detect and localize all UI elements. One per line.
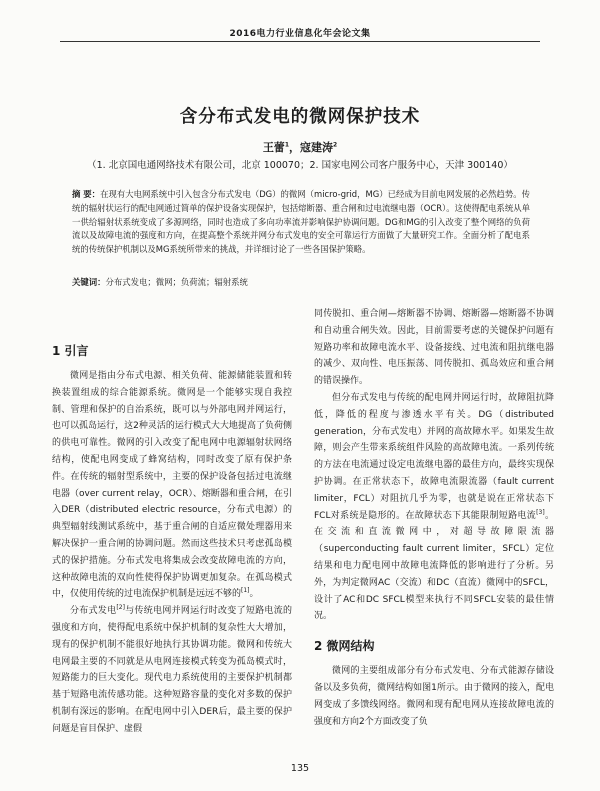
keywords [72, 276, 530, 288]
citation: [1] [241, 587, 250, 595]
author-line [0, 139, 600, 155]
abstract-text: 在现有大电网系统中引入包含分布式发电（DG）的微网（micro-grid，MG）已经成为目前电网发展的必然趋势。传统的辐射状运行的配电网通过简单的保护设备实现保护，包括熔断器、重合闸和过电流继电器（OCR）。这使得配电系统从单一供给辐射状系统变成了多源网络，同时也造成了多向功率流并影响保护协调问题。DG和MG的引入改变了整个网络的负荷流以及故障电流的强度和方向，在提高整个系统并网分布式发电的安全可靠运行方面做了大量研究工作。全面分析了配电系统的传统保护机制以及MG系统所带来的挑战，并详细讨论了一些各国保护策略。 [72, 189, 530, 255]
right-column [314, 306, 554, 730]
paragraph-text: 。在交流和直流微网中，对超导故障限流器（superconducting fault current limiter，SFCL）定位结果和电力配电网中故障电流降低的影响进行了分析。另外，为判定微网AC（交流）和DC（直流）微网中的SFCL，设计了AC和DC SFCL模型来执行不同SFCL安装的最佳情况。 [314, 510, 554, 622]
abstract-label: 摘 要： [72, 189, 101, 199]
abstract [72, 188, 530, 257]
body-paragraph: 微网的主要组成部分有分布式发电、分布式能源存储设备以及多负荷，微网结构如图1所示。由于微网的接入，配电网变成了多馈线网络。微网和现有配电网从连接故障电流的强度和方向2个方面改变了负 [314, 666, 554, 727]
running-header: 2016电力行业信息化年会论文集 [229, 29, 371, 39]
body-paragraph [52, 368, 292, 603]
paragraph-text: 分布式发电 [70, 606, 117, 617]
citation: [3] [536, 508, 545, 516]
author-name: 寇建涛 [300, 141, 333, 154]
author-name: 王蕾 [262, 141, 285, 154]
left-column [52, 340, 292, 738]
paragraph-text: 但分布式发电与传统的配电网并网运行时，故障阻抗降低，降低的程度与渗透水平有关。DG（distributed generation，分布式发电）并网的高故障水平。如果发生故障，则会产生带来系统组件风险的高故障电流。一系列传统的方法在电流通过设定电流继电器的最佳方向，最终实现保护协调。在正常状态下，故障电流限流器（fault current limiter，FCL）对阻抗几乎为零，也就是说在正常状态下FCL对系统是隐形的。在故障状态下其能限制短路电流 [314, 392, 554, 521]
section-heading: 1 引言 [52, 344, 89, 358]
citation: [2] [116, 604, 125, 612]
page-number: 135 [290, 763, 310, 774]
body-paragraph [314, 390, 554, 625]
keywords-label: 关键词： [72, 277, 106, 287]
paragraph-text: 微网是指由分布式电源、相关负荷、能源储能装置和转换装置组成的综合能源系统。微网是一个能够实现自我控制、管理和保护的自治系统，既可以与外部电网并网运行，也可以孤岛运行，这2种灵活的运行模式大大地提高了负荷侧的供电可靠性。微网的引入改变了配电网中电源辐射状网络结构，使配电网变成了蜂窝结构，同时改变了原有保护条件。在传统的辐射型系统中，主要的保护设备包括过电流继电器（over current relay，OCR）、熔断器和重合闸，在引入DER（distributed electric resource，分布式电源）的典型辐射线测试系统中，基于重合闸的自适应微处理器用来解决保护一重合闸的协调问题。然而这些技术只考虑孤岛模式的保护措施。分布式发电将集成会改变故障电流的方向，这种故障电流的双向性使得保护协调更加复杂。在孤岛模式中，仅使用传统的过电流保护机制是远远不够的 [52, 371, 292, 600]
header-rule [60, 41, 540, 42]
body-paragraph [52, 603, 292, 737]
paragraph-text: 与传统电网并网运行时改变了短路电流的强度和方向，使得配电系统中保护机制的复杂性大大增加，现有的保护机制不能很好地执行其协调功能。微网和传统大电网最主要的不同就是从电网连接模式转变为孤岛模式时，短路能力的巨大变化。现代电力系统使用的主要保护机制都基于短路电流传感功能。这种短路容量的变化对多数的保护机制有深远的影响。在配电网中引入DER后，最主要的保护问题是盲目保护、虚假 [52, 606, 292, 734]
section-heading: 2 微网结构 [314, 639, 375, 654]
paragraph-text: 。 [249, 589, 259, 600]
keywords-text: 分布式发电；微网；负荷流；辐射系统 [105, 277, 248, 287]
body-paragraph: 同传脱扣、重合闸—熔断器不协调、熔断器—熔断器不协调和自动重合闸失效。因此，目前需要考虑的关键保护问题有短路功率和故障电流水平、设备接线、过电流和阻抗继电器的减少、双向性、电压振荡、同传脱扣、孤岛效应和重合闸的错误操作。 [314, 309, 554, 387]
paper-title: 含分布式发电的微网保护技术 [179, 107, 421, 127]
author-separator: ， [289, 141, 300, 154]
affiliation: （1. 北京国电通网络技术有限公司，北京 100070；2. 国家电网公司客户服务中心，天津 300140） [87, 160, 513, 171]
author-affil-mark: 2 [333, 141, 338, 149]
author-affil-mark: 1 [284, 141, 289, 149]
